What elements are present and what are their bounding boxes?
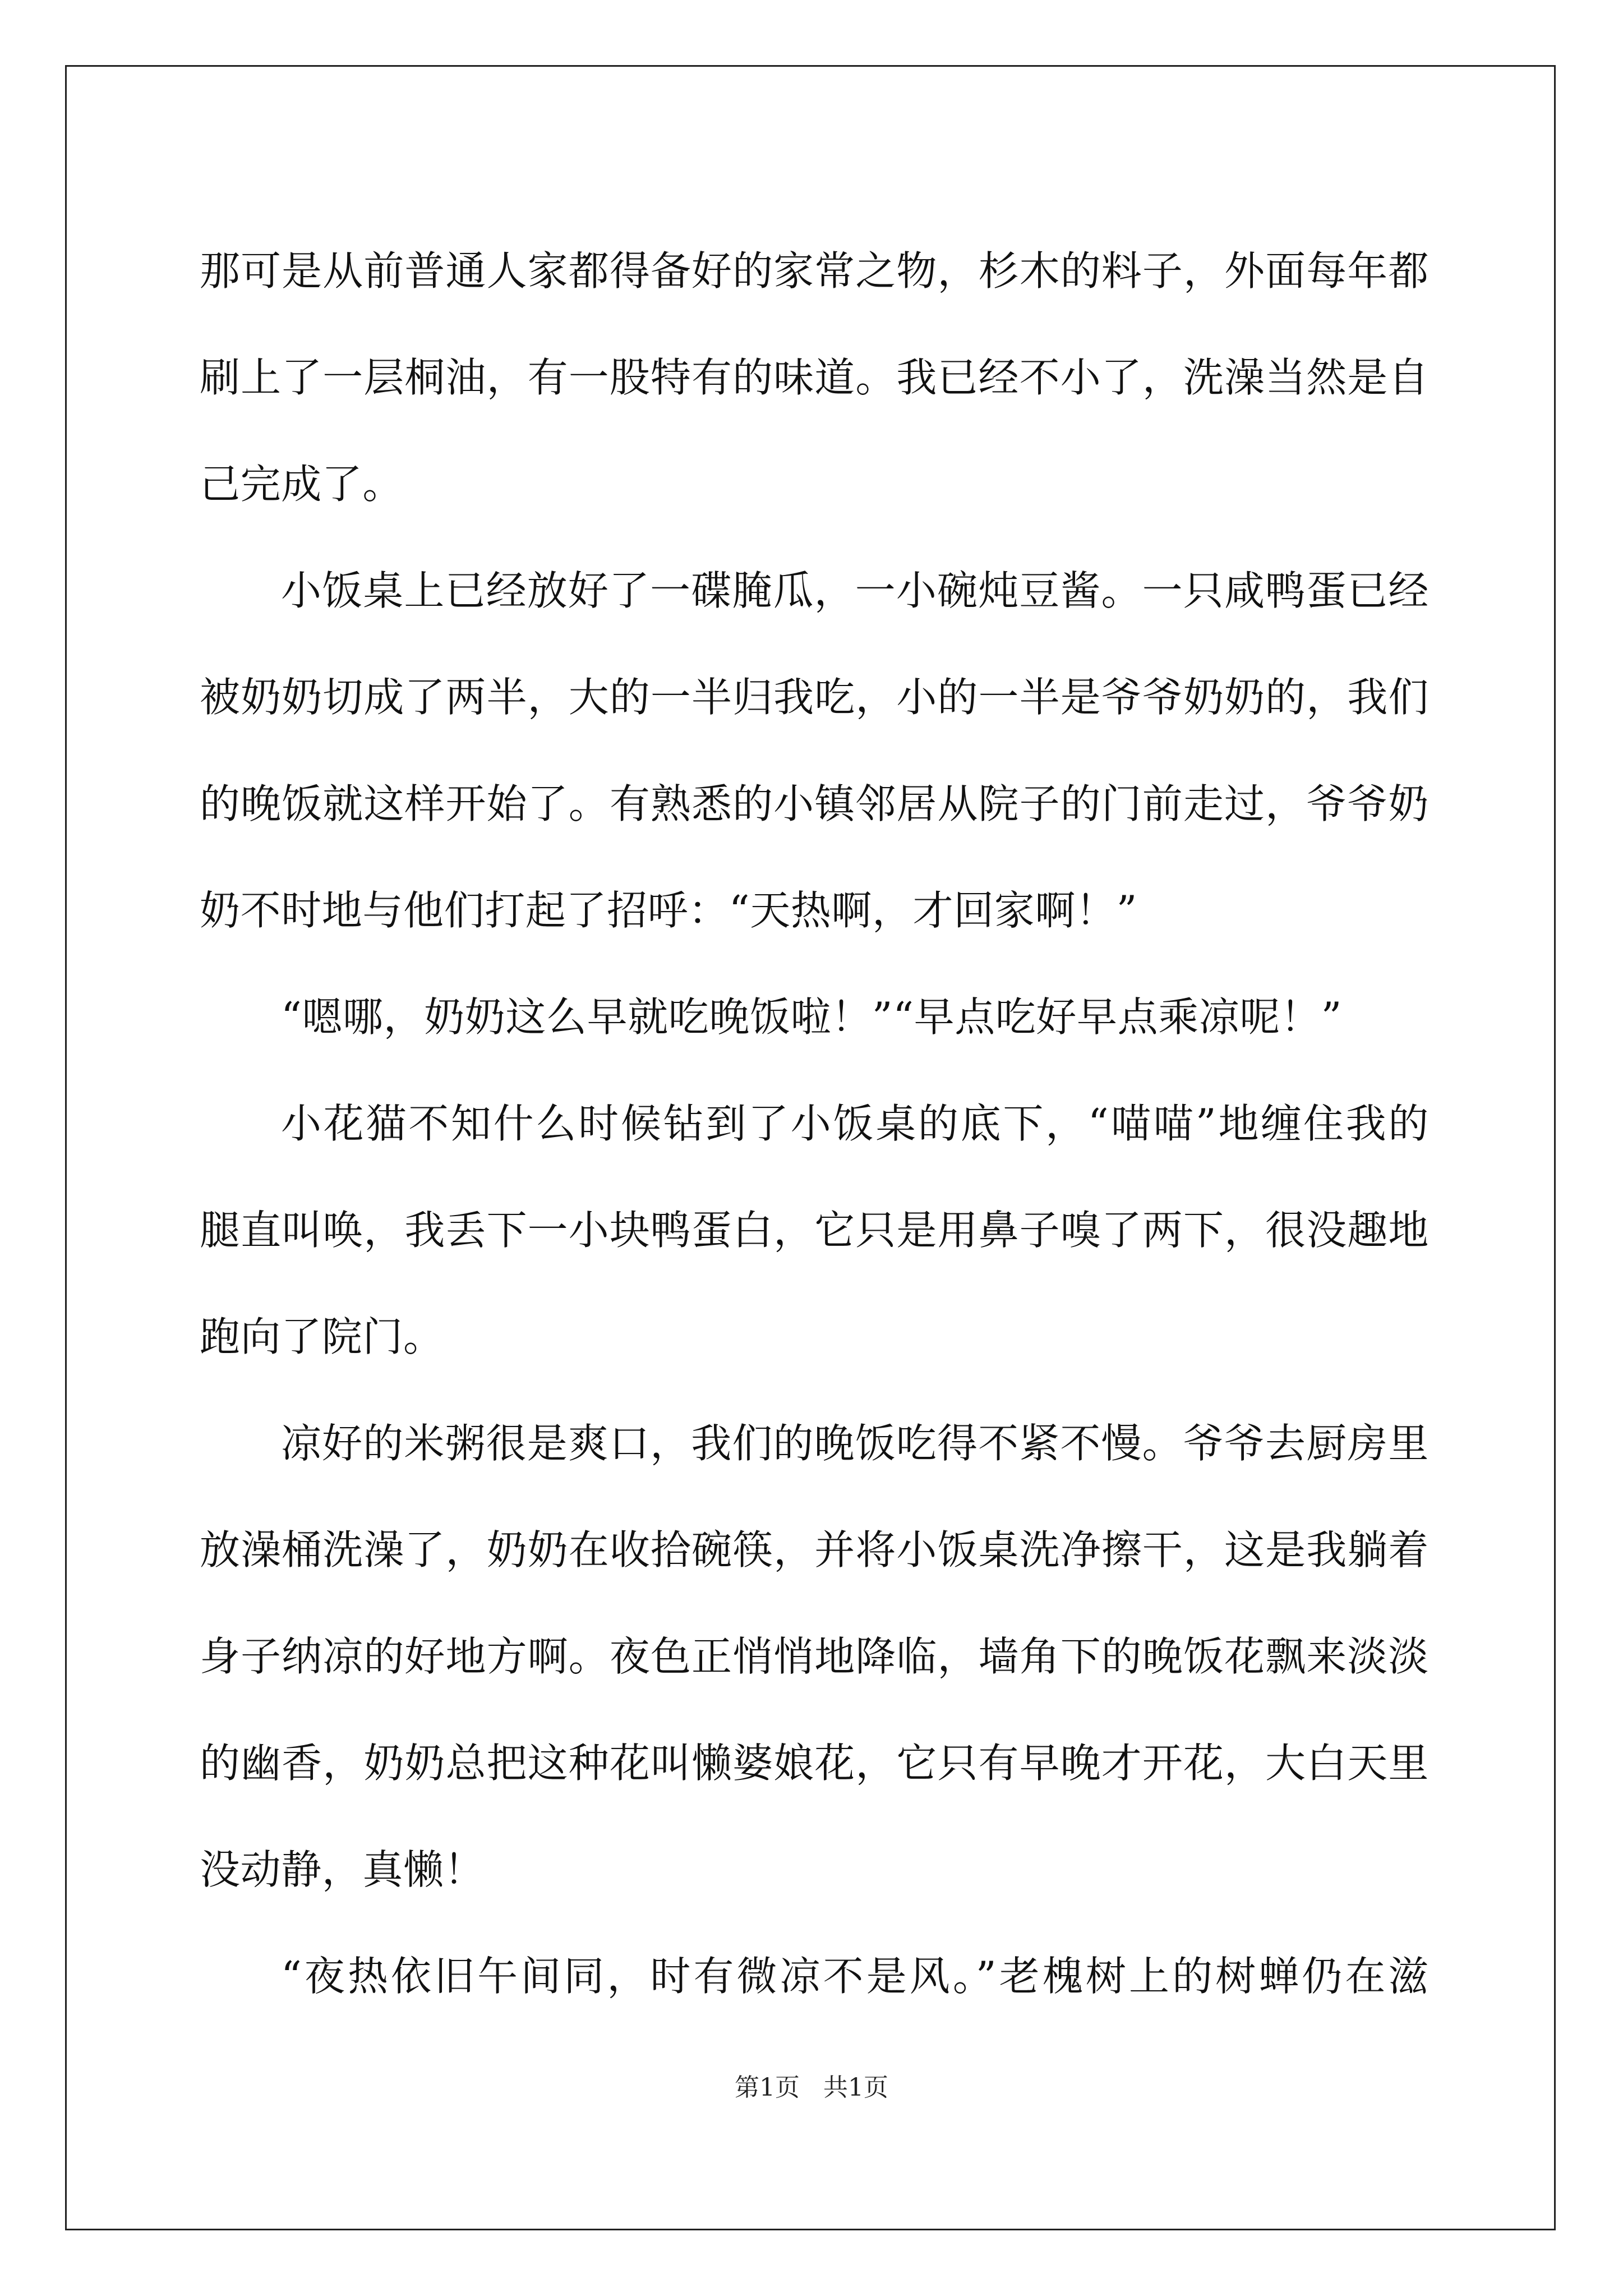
- text-line: 奶不时地与他们打起了招呼：“天热啊，才回家啊！”: [200, 887, 1138, 934]
- paragraph-first-line: 小饭桌上已经放好了一碟腌瓜，一小碗炖豆酱。一只咸鸭蛋已经: [281, 567, 1429, 614]
- text-line: 的晚饭就这样开始了。有熟悉的小镇邻居从院子的门前走过，爷爷奶: [200, 780, 1429, 827]
- text-line: 身子纳凉的好地方啊。夜色正悄悄地降临，墙角下的晚饭花飘来淡淡: [200, 1633, 1429, 1680]
- paragraph-first-line: “嗯哪，奶奶这么早就吃晚饭啦！”“早点吃好早点乘凉呢！”: [281, 993, 1343, 1041]
- paragraph-first-line: “夜热依旧午间同，时有微凉不是风。”老槐树上的树蝉仍在滋: [281, 1953, 1429, 2000]
- page-number-current: 第1页: [735, 2073, 800, 2102]
- text-line: 放澡桶洗澡了，奶奶在收拾碗筷，并将小饭桌洗净擦干，这是我躺着: [200, 1526, 1429, 1573]
- text-line: 跑向了院门。: [200, 1313, 444, 1360]
- page-number-total: 共1页: [823, 2073, 888, 2102]
- text-line: 被奶奶切成了两半，大的一半归我吃，小的一半是爷爷奶奶的，我们: [200, 674, 1429, 721]
- text-line: 腿直叫唤，我丢下一小块鸭蛋白，它只是用鼻子嗅了两下，很没趣地: [200, 1207, 1429, 1254]
- text-line: 己完成了。: [200, 461, 404, 508]
- document-body: [200, 218, 1429, 2030]
- text-line: 那可是从前普通人家都得备好的家常之物，杉木的料子，外面每年都: [200, 247, 1429, 295]
- text-line: 没动静，真懒！: [200, 1846, 485, 1893]
- text-line: 的幽香，奶奶总把这种花叫懒婆娘花，它只有早晚才开花，大白天里: [200, 1740, 1429, 1787]
- text-line: 刷上了一层桐油，有一股特有的味道。我已经不小了，洗澡当然是自: [200, 354, 1429, 401]
- paragraph-first-line: 凉好的米粥很是爽口，我们的晚饭吃得不紧不慢。爷爷去厨房里: [281, 1420, 1429, 1467]
- paragraph-first-line: 小花猫不知什么时候钻到了小饭桌的底下，“喵喵”地缠住我的: [281, 1100, 1429, 1147]
- page-footer: [0, 2071, 1623, 2105]
